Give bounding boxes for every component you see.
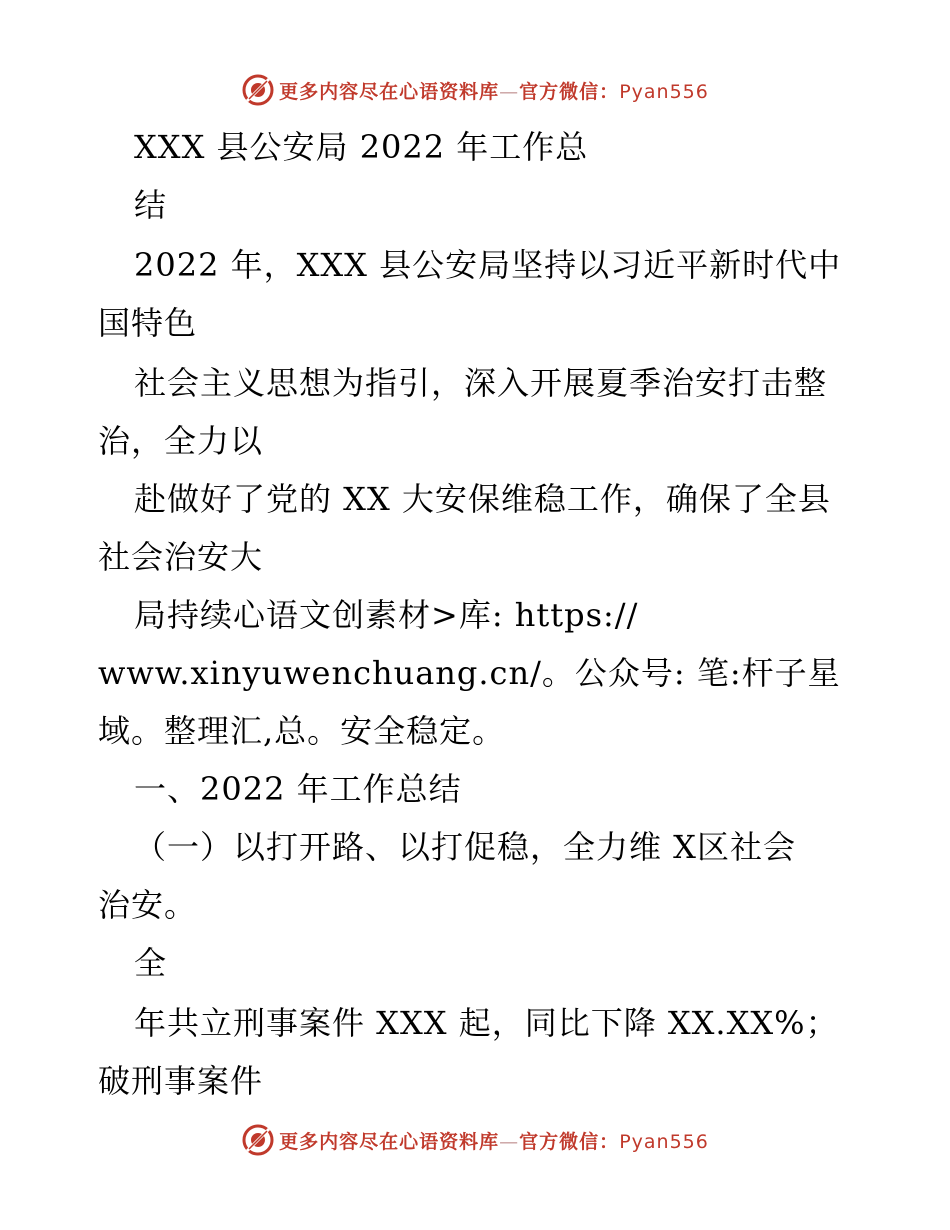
doc-line: 国特色 [98, 304, 198, 342]
doc-line: （一）以打开路、以打促稳，全力维 X区社会 [134, 828, 796, 866]
doc-line: 治安。 [98, 886, 198, 924]
doc-line: 社会主义思想为指引，深入开展夏季治安打击整 [134, 364, 828, 402]
doc-line: 一、2022 年工作总结 [134, 770, 462, 808]
banner-sub-text: 官方微信： [519, 1130, 620, 1153]
doc-line: 域。整理汇,总。安全稳定。 [98, 712, 506, 750]
seal-logo-icon [241, 1123, 275, 1157]
doc-line: 2022 年，XXX 县公安局坚持以习近平新时代中 [134, 246, 842, 284]
header-banner [0, 70, 950, 110]
banner-text [279, 1127, 709, 1154]
doc-line: 全 [134, 944, 168, 982]
doc-line: 赴做好了党的 XX 大安保维稳工作，确保了全县 [134, 480, 831, 518]
doc-line: 年共立刑事案件 XXX 起，同比下降 XX.XX%； [134, 1004, 839, 1042]
seal-logo-icon [241, 73, 275, 107]
banner-text [279, 77, 709, 104]
doc-line: www.xinyuwenchuang.cn/。公众号: 笔:杆子星 [98, 654, 841, 692]
banner-sub-text: 官方微信： [519, 80, 620, 103]
banner-dash: — [499, 80, 520, 103]
doc-line: 治，全力以 [98, 422, 264, 460]
banner-account: Pyan556 [619, 1130, 709, 1153]
banner-account: Pyan556 [619, 80, 709, 103]
doc-line: 结 [134, 186, 168, 224]
footer-banner [0, 1120, 950, 1160]
doc-line: 破刑事案件 [98, 1062, 264, 1100]
banner-dash: — [499, 1130, 520, 1153]
doc-line: 社会治安大 [98, 538, 264, 576]
doc-line: XXX 县公安局 2022 年工作总 [134, 128, 589, 166]
banner-main-text: 更多内容尽在心语资料库 [279, 1130, 500, 1153]
doc-line: 局持续心语文创素材>库: https:// [134, 596, 639, 634]
banner-main-text: 更多内容尽在心语资料库 [279, 80, 500, 103]
